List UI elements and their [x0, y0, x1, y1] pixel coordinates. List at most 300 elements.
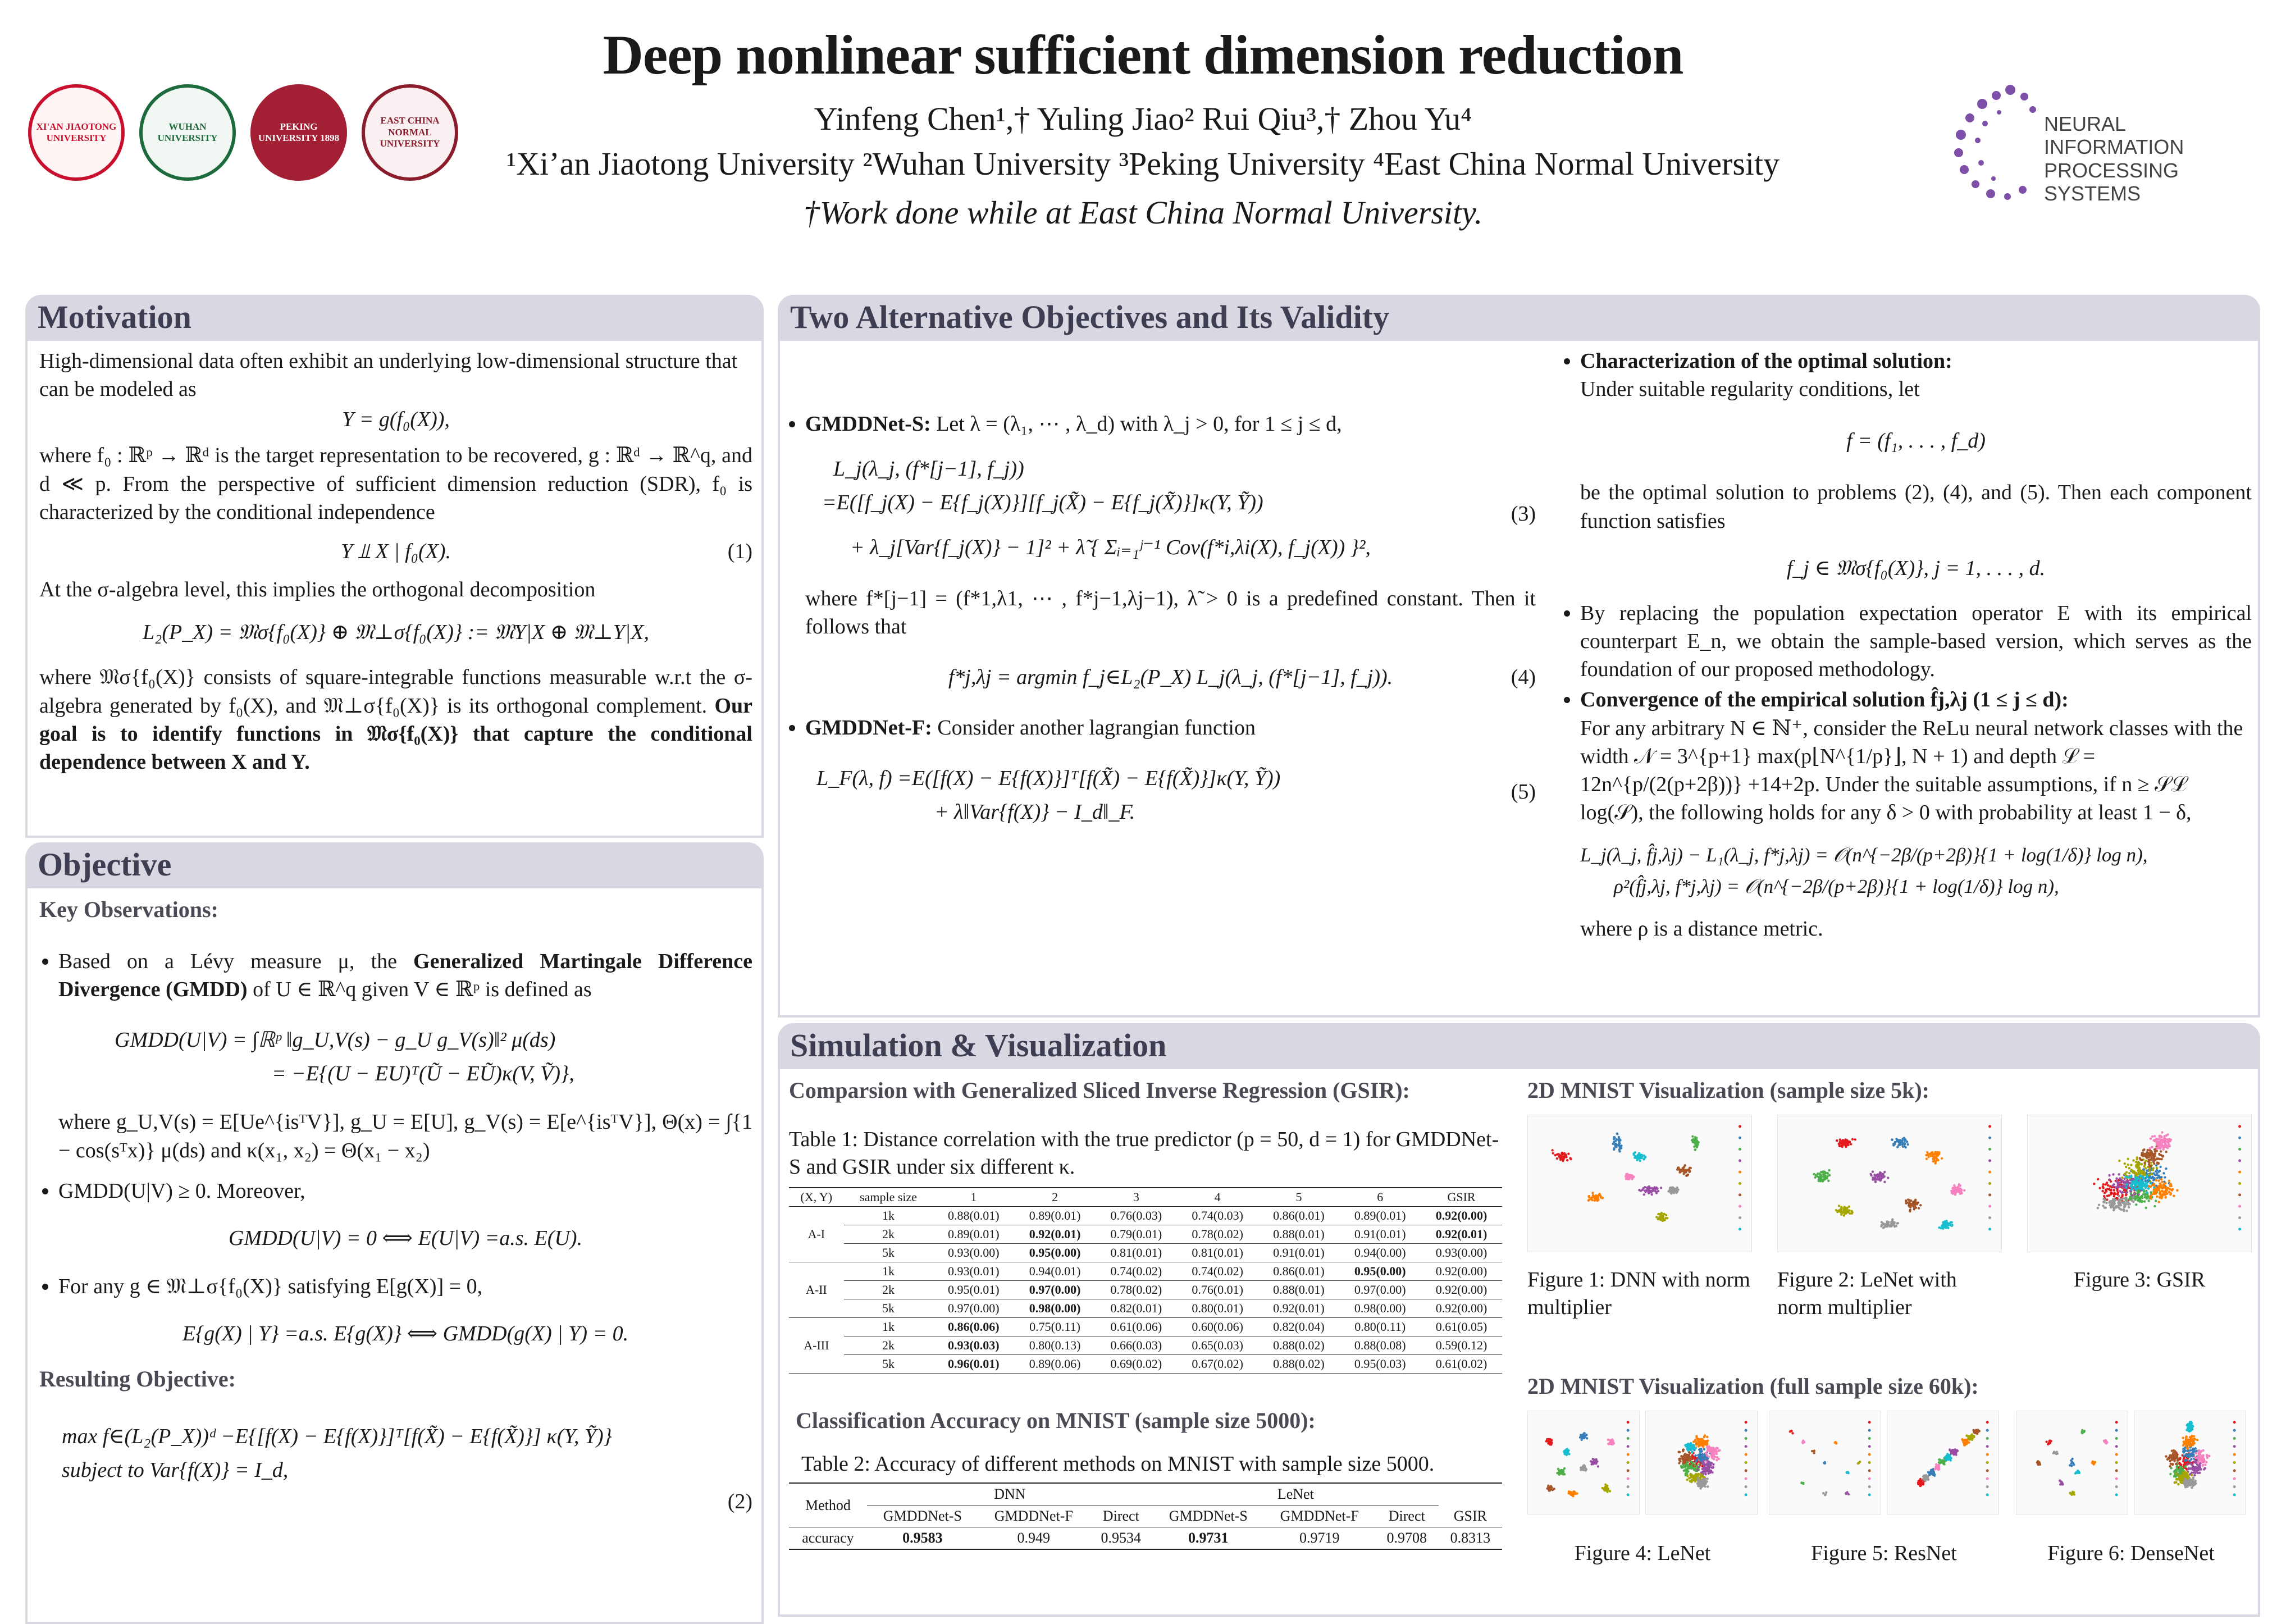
scatter-point [1704, 1480, 1706, 1482]
scatter-point [1626, 1174, 1628, 1176]
scatter-point [1672, 1186, 1674, 1188]
legend-dot [1745, 1421, 1747, 1424]
scatter-point [2192, 1471, 2194, 1474]
scatter-point [2161, 1131, 2163, 1133]
scatter-point [1955, 1187, 1957, 1189]
scatter-point [2127, 1176, 2129, 1179]
scatter-point [1834, 1441, 1836, 1444]
scatter-point [1696, 1465, 1698, 1467]
scatter-point [1666, 1217, 1668, 1219]
scatter-point [2138, 1167, 2141, 1169]
scatter-point [1914, 1206, 1917, 1208]
scatter-point [2185, 1459, 2188, 1461]
scatter-point [2132, 1159, 2134, 1161]
scatter-point [1703, 1467, 1705, 1470]
table1-cell: 0.79(0.01) [1096, 1225, 1177, 1243]
legend-dot [1627, 1429, 1630, 1432]
scatter-point [2200, 1468, 2202, 1471]
scatter-point [1843, 1214, 1845, 1216]
legend-dot [1988, 1159, 1991, 1162]
scatter-point [2059, 1480, 2061, 1482]
scatter-point [2110, 1189, 2112, 1191]
scatter-point [2168, 1140, 2170, 1142]
legend-dot [1745, 1429, 1747, 1432]
scatter-point [2160, 1146, 2162, 1148]
table1-caption: Table 1: Distance correlation with the true predictor (p = 50, d = 1) for GMDDNet-S and GSIR under six different κ. [789, 1128, 1499, 1179]
scatter-point [1914, 1198, 1917, 1201]
figure-5-caption: Figure 5: ResNet [1811, 1541, 1957, 1565]
scatter-point [1643, 1155, 1645, 1157]
scatter-point [2137, 1187, 2139, 1189]
scatter-point [1677, 1188, 1679, 1190]
scatter-point [2183, 1480, 2185, 1482]
affiliations: ¹Xi’an Jiaotong University ²Wuhan University ³Peking University ⁴East China Normal University [506, 145, 1780, 182]
scatter-point [1651, 1193, 1653, 1196]
scatter-point [1643, 1193, 1645, 1196]
scatter-point [1703, 1483, 1705, 1485]
f-vector-equation: f = (f₁, . . . , f_d) [1846, 429, 1986, 453]
scatter-point [2192, 1468, 2194, 1471]
scatter-point [1706, 1485, 1709, 1488]
scatter-point [1820, 1175, 1823, 1178]
table1-cell: 0.93(0.00) [933, 1243, 1014, 1262]
scatter-point [1846, 1491, 1849, 1493]
scatter-point [2109, 1179, 2111, 1181]
table1-row [789, 1317, 1502, 1336]
table1-cell: 0.92(0.00) [1421, 1206, 1502, 1225]
scatter-point [2205, 1461, 2207, 1463]
legend-dot [1745, 1461, 1747, 1464]
scatter-point [2125, 1210, 2128, 1212]
scatter-point [2142, 1184, 2144, 1186]
scatter-point [2183, 1441, 2185, 1443]
scatter-point [2188, 1444, 2190, 1446]
scatter-point [1851, 1211, 1853, 1213]
table1-col-header: 2 [1014, 1188, 1096, 1207]
scatter-point [1859, 1461, 1861, 1463]
scatter-point [2145, 1153, 2147, 1156]
scatter-point [2171, 1463, 2174, 1466]
table1-group-label: A-I [789, 1206, 844, 1262]
legend-dot [1988, 1148, 1991, 1151]
scatter-point [2168, 1180, 2170, 1182]
scatter-point [1932, 1473, 1934, 1475]
scatter-point [2101, 1190, 2104, 1192]
legend-dot [2233, 1485, 2236, 1488]
scatter-point [1872, 1170, 1874, 1173]
scatter-point [1945, 1224, 1947, 1226]
scatter-point [2098, 1187, 2101, 1189]
table1-row [789, 1262, 1502, 1280]
scatter-point [2103, 1201, 2105, 1203]
legend-dot [1739, 1159, 1741, 1162]
scatter-point [1713, 1447, 1715, 1449]
scatter-point [2150, 1138, 2152, 1140]
scatter-point [2097, 1207, 2099, 1209]
scatter-point [1846, 1472, 1848, 1474]
scatter-point [1616, 1132, 1618, 1134]
scatter-point [1706, 1445, 1708, 1448]
scatter-point [2178, 1477, 2180, 1480]
logo-whu: WUHAN UNIVERSITY [139, 84, 236, 181]
scatter-point [1947, 1458, 1949, 1461]
scatter-point [2166, 1192, 2168, 1194]
scatter-point [2185, 1480, 2188, 1482]
scatter-point [2198, 1471, 2201, 1474]
scatter-point [2159, 1192, 2161, 1194]
table1-cell: 0.89(0.01) [1014, 1206, 1096, 1225]
figure-1-scatter [1527, 1115, 1752, 1252]
scatter-point [1551, 1149, 1553, 1151]
scatter-point [1660, 1213, 1663, 1215]
scatter-point [1801, 1442, 1804, 1444]
scatter-point [2194, 1452, 2197, 1454]
scatter-point [1562, 1469, 1564, 1471]
scatter-point [1695, 1137, 1698, 1139]
table1-col-header: 3 [1096, 1188, 1177, 1207]
scatter-point [1550, 1440, 1552, 1443]
scatter-point [1547, 1484, 1549, 1486]
scatter-point [2127, 1203, 2129, 1206]
scatter-point [1663, 1218, 1665, 1220]
scatter-point [1813, 1449, 1815, 1452]
scatter-point [1691, 1135, 1694, 1138]
legend-dot [2233, 1469, 2236, 1472]
scatter-point [1700, 1448, 1702, 1450]
scatter-point [1882, 1175, 1884, 1178]
scatter-point [1935, 1466, 1937, 1468]
simulation-title: Simulation & Visualization [790, 1027, 1167, 1064]
scatter-point [2192, 1466, 2194, 1468]
scatter-point [2149, 1147, 2151, 1149]
scatter-point [1698, 1441, 1700, 1444]
scatter-point [1689, 1447, 1691, 1449]
scatter-point [2119, 1201, 2121, 1203]
scatter-point [1647, 1190, 1649, 1193]
scatter-point [2105, 1202, 2107, 1204]
scatter-point [1682, 1450, 1684, 1452]
scatter-point [2133, 1180, 2136, 1183]
table1-sample-size: 2k [844, 1225, 933, 1243]
scatter-point [2208, 1454, 2210, 1457]
scatter-point [2135, 1196, 2137, 1198]
scatter-point [1846, 1141, 1849, 1143]
scatter-point [2112, 1183, 2115, 1185]
scatter-point [1934, 1160, 1937, 1162]
table1-cell: 0.93(0.03) [933, 1336, 1014, 1354]
scatter-point [1828, 1174, 1831, 1176]
scatter-point [1891, 1218, 1893, 1220]
scatter-point [2120, 1204, 2122, 1206]
equation-5b-text: + λ‖Var{f(X)} − I_d‖_F. [934, 800, 1135, 824]
scatter-point [1685, 1171, 1687, 1173]
scatter-point [1556, 1157, 1558, 1160]
scatter-point [2186, 1441, 2188, 1444]
scatter-point [1827, 1172, 1829, 1174]
scatter-point [2160, 1197, 2162, 1199]
scatter-point [1549, 1486, 1552, 1488]
convergence-end: where ρ is a distance metric. [1580, 916, 1823, 941]
scatter-point [1634, 1151, 1636, 1153]
scatter-point [2188, 1427, 2191, 1429]
legend-dot [1739, 1137, 1741, 1139]
scatter-point [1699, 1456, 1701, 1458]
objective-body [39, 895, 752, 1516]
resulting-objective-label: Resulting Objective: [39, 1366, 236, 1392]
scatter-point [2152, 1160, 2155, 1162]
gmddnet-s-label: GMDDNet-S: [805, 412, 931, 436]
scatter-point [2139, 1183, 2142, 1185]
scatter-point [2146, 1191, 2148, 1193]
scatter-point [2142, 1155, 2144, 1157]
figure-6-caption: Figure 6: DenseNet [2047, 1541, 2215, 1565]
scatter-point [2121, 1195, 2123, 1197]
figure-5-scatter-b [1887, 1411, 1999, 1514]
scatter-point [2198, 1449, 2200, 1452]
scatter-point [2151, 1146, 2153, 1148]
legend-dot [1988, 1125, 1991, 1128]
scatter-point [2164, 1193, 2166, 1195]
scatter-point [2129, 1176, 2132, 1178]
scatter-point [1678, 1451, 1680, 1453]
scatter-point [2117, 1192, 2119, 1194]
legend-dot [1627, 1461, 1630, 1464]
scatter-point [2156, 1140, 2159, 1142]
scatter-point [2144, 1185, 2147, 1188]
scatter-point [2145, 1207, 2147, 1209]
legend-dot [2238, 1182, 2241, 1185]
scatter-point [1821, 1171, 1823, 1173]
vis-60k-row [1527, 1411, 2252, 1517]
model-equation: Y = g(f₀(X)), [342, 408, 450, 432]
scatter-point [1838, 1143, 1840, 1145]
scatter-point [2192, 1476, 2194, 1479]
scatter-point [1662, 1215, 1664, 1217]
scatter-point [2155, 1199, 2157, 1202]
scatter-point [1693, 1468, 1695, 1471]
equation-3-number: (3) [1511, 502, 1536, 526]
scatter-point [2139, 1158, 2142, 1161]
scatter-point [2177, 1483, 2179, 1485]
scatter-point [1791, 1432, 1794, 1434]
scatter-point [1872, 1178, 1874, 1180]
scatter-point [2115, 1177, 2118, 1179]
table1-cell: 0.69(0.02) [1096, 1354, 1177, 1373]
scatter-point [1956, 1450, 1958, 1452]
scatter-point [2147, 1199, 2150, 1202]
scatter-point [2125, 1187, 2127, 1189]
scatter-point [2121, 1197, 2124, 1199]
scatter-point [1657, 1218, 1659, 1220]
scatter-point [2134, 1184, 2136, 1187]
gmdd-equation-2: = −E{(U − EU)ᵀ(Ũ − EŨ)κ(V, Ṽ)}, [272, 1062, 574, 1086]
table1-cell: 0.95(0.03) [1339, 1354, 1421, 1373]
scatter-point [2124, 1197, 2126, 1199]
table2-col-header: GMDDNet-S [883, 1508, 962, 1525]
scatter-point [1925, 1477, 1928, 1480]
scatter-point [1599, 1194, 1601, 1196]
scatter-point [2191, 1479, 2193, 1481]
logo-ecnu: EAST CHINA NORMAL UNIVERSITY [362, 84, 458, 181]
scatter-point [1800, 1482, 1803, 1484]
legend-dot [2233, 1477, 2236, 1480]
scatter-point [2118, 1207, 2120, 1209]
legend-dot [2238, 1125, 2241, 1128]
scatter-point [1842, 1139, 1844, 1141]
scatter-point [2157, 1162, 2160, 1164]
scatter-point [2039, 1463, 2041, 1466]
figure-3-caption: Figure 3: GSIR [2073, 1268, 2206, 1292]
scatter-point [1709, 1464, 1711, 1466]
scatter-point [1716, 1456, 1718, 1458]
scatter-point [2191, 1425, 2193, 1427]
scatter-point [1891, 1138, 1893, 1141]
scatter-point [1689, 1467, 1691, 1469]
scatter-point [2197, 1465, 2200, 1467]
scatter-point [1641, 1189, 1644, 1191]
poster-title: Deep nonlinear sufficient dimension reduction [603, 24, 1683, 86]
scatter-point [1963, 1444, 1965, 1446]
legend-dot [1739, 1193, 1741, 1196]
scatter-point [2188, 1423, 2190, 1425]
table2-col-header: GMDDNet-S [1169, 1508, 1248, 1525]
table1-cell: 0.81(0.01) [1096, 1243, 1177, 1262]
scatter-point [2184, 1465, 2187, 1467]
gmdd-defined: of U ∈ ℝ^q given V ∈ ℝᵖ is defined as [253, 977, 592, 1001]
table1-row [789, 1280, 1502, 1299]
scatter-point [1881, 1221, 1883, 1223]
scatter-point [2161, 1139, 2164, 1142]
scatter-point [2148, 1161, 2150, 1163]
scatter-point [1686, 1463, 1688, 1466]
neurips-dots-icon [1949, 79, 2044, 202]
scatter-point [2136, 1156, 2138, 1158]
table1-cell: 0.74(0.02) [1177, 1262, 1258, 1280]
scatter-point [1581, 1436, 1584, 1438]
scatter-point [2118, 1173, 2120, 1175]
scatter-point [2136, 1180, 2138, 1182]
legend-dot [1986, 1437, 1989, 1440]
table-2 [789, 1482, 1502, 1550]
gsir-comparison-heading: Comparsion with Generalized Sliced Inverse Regression (GSIR): [789, 1078, 1410, 1103]
scatter-point [2156, 1167, 2158, 1169]
scatter-point [2151, 1175, 2153, 1178]
scatter-point [2157, 1157, 2160, 1160]
scatter-point [1690, 1479, 1692, 1481]
scatter-point [2182, 1444, 2184, 1447]
motivation-header [25, 295, 764, 341]
scatter-point [1963, 1189, 1965, 1192]
table1-col-header: sample size [844, 1188, 933, 1207]
scatter-point [2169, 1193, 2171, 1196]
scatter-point [2181, 1474, 2183, 1476]
scatter-point [2137, 1191, 2139, 1193]
scatter-point [2178, 1475, 2180, 1477]
table1-cell: 0.88(0.01) [1258, 1225, 1340, 1243]
scatter-point [2169, 1473, 2171, 1475]
scatter-point [1961, 1439, 1964, 1441]
scatter-point [1908, 1205, 1910, 1207]
scatter-point [1627, 1178, 1629, 1180]
scatter-point [1947, 1454, 1950, 1457]
motivation-p2: where f₀ : ℝᵖ → ℝᵈ is the target representation to be recovered, g : ℝᵈ → ℝ^q, and d ≪ p. From the perspective of sufficient dimension reduction (SDR), f₀ is characterized by the conditional independence [39, 444, 752, 524]
two-obj-right [1561, 347, 2252, 955]
table1-cell: 0.92(0.00) [1421, 1299, 1502, 1317]
scatter-point [1931, 1154, 1933, 1156]
scatter-point [1958, 1183, 1960, 1185]
table1-cell: 0.97(0.00) [1339, 1280, 1421, 1299]
scatter-point [1694, 1479, 1696, 1481]
legend-dot [1745, 1469, 1747, 1472]
scatter-point [2123, 1201, 2125, 1203]
scatter-point [2123, 1208, 2125, 1211]
legend-dot [2115, 1437, 2118, 1440]
scatter-point [1854, 1138, 1856, 1141]
scatter-point [2111, 1204, 2114, 1206]
scatter-point [1690, 1443, 1692, 1445]
legend-dot [1868, 1485, 1871, 1488]
scatter-point [1615, 1146, 1617, 1148]
table2-col-header: Direct [1388, 1508, 1425, 1525]
scatter-point [2162, 1155, 2164, 1157]
scatter-point [1951, 1221, 1953, 1224]
scatter-point [2071, 1458, 2073, 1460]
table1-cell: 0.74(0.02) [1096, 1262, 1177, 1280]
scatter-point [1941, 1225, 1943, 1227]
scatter-point [1706, 1441, 1708, 1444]
scatter-point [2123, 1189, 2125, 1191]
scatter-point [2185, 1471, 2187, 1474]
scatter-point [2175, 1472, 2177, 1475]
table1-cell: 0.80(0.13) [1014, 1336, 1096, 1354]
scatter-point [2107, 1184, 2109, 1187]
scatter-point [2190, 1458, 2192, 1461]
scatter-point [2118, 1198, 2120, 1201]
scatter-point [2151, 1135, 2153, 1138]
observation-nonneg [58, 1177, 752, 1252]
scatter-point [1882, 1223, 1885, 1225]
scatter-point [1975, 1429, 1977, 1431]
scatter-point [1933, 1153, 1936, 1155]
legend-dot [1745, 1477, 1747, 1480]
neurips-logo [1949, 79, 2263, 206]
scatter-point [2125, 1166, 2127, 1168]
table1-cell: 0.97(0.00) [1014, 1280, 1096, 1299]
scatter-point [1695, 1442, 1698, 1444]
convergence-item [1580, 686, 2252, 942]
scatter-point [1563, 1450, 1565, 1453]
scatter-point [2124, 1162, 2126, 1165]
scatter-point [2155, 1192, 2157, 1194]
scatter-point [2191, 1486, 2193, 1489]
legend-dot [1627, 1493, 1630, 1496]
simulation-header [778, 1023, 2260, 1069]
scatter-point [1925, 1158, 1928, 1160]
vis-60k-captions [1527, 1540, 2252, 1573]
scatter-point [2160, 1178, 2162, 1180]
scatter-point [2194, 1482, 2197, 1484]
table2-cell: 0.9719 [1299, 1530, 1340, 1547]
scatter-point [1597, 1465, 1599, 1467]
scatter-point [1686, 1479, 1688, 1481]
table1-cell: 0.94(0.01) [1014, 1262, 1096, 1280]
motivation-p3: At the σ-algebra level, this implies the orthogonal decomposition [39, 578, 596, 602]
legend-dot [1986, 1445, 1989, 1448]
table1-cell: 0.93(0.00) [1421, 1243, 1502, 1262]
scatter-point [1653, 1186, 1655, 1188]
legend-dot [2115, 1469, 2118, 1472]
table2-dnn-header: DNN [867, 1483, 1153, 1506]
